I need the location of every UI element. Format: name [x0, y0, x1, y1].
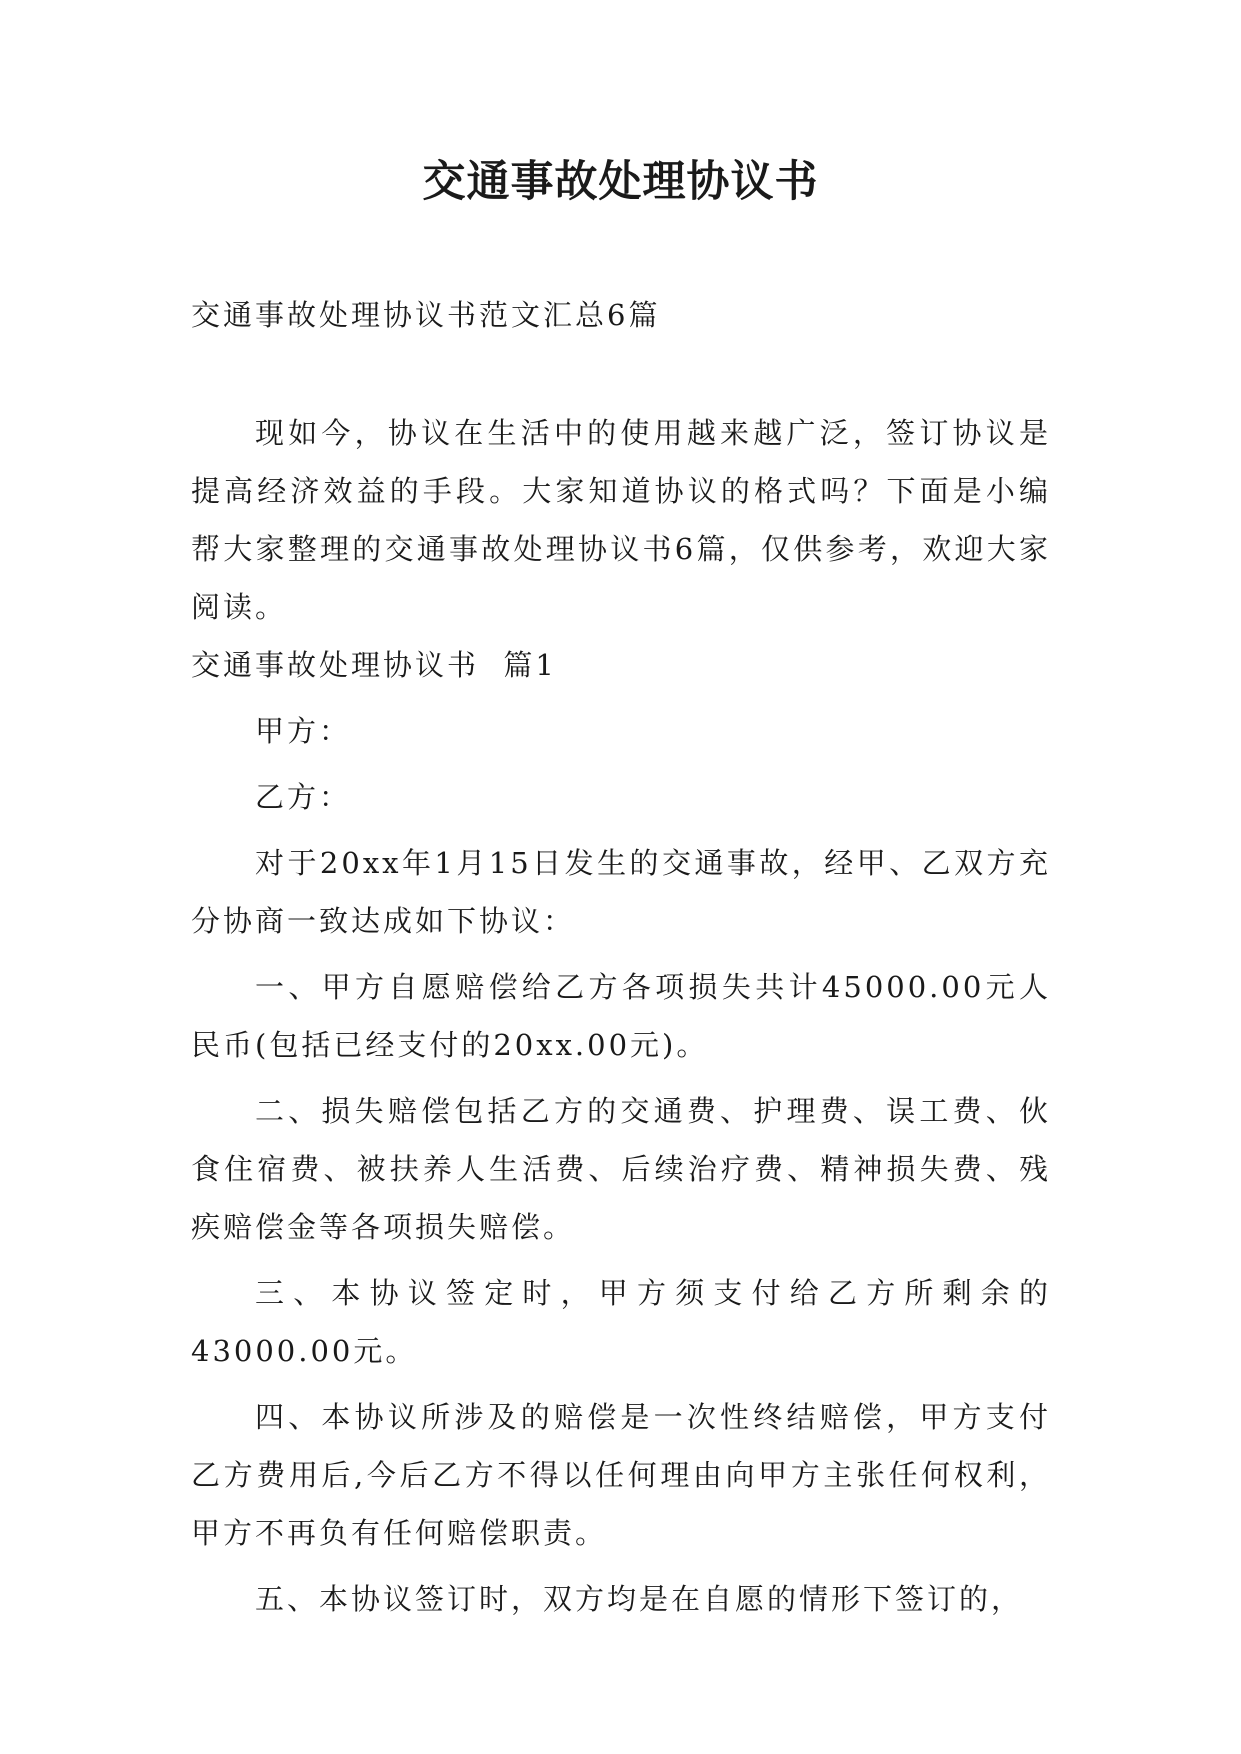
agreement-paragraph-1: 对于20xx年1月15日发生的交通事故，经甲、乙双方充分协商一致达成如下协议：: [191, 846, 1051, 938]
agreement-paragraph-6: 五、本协议签订时，双方均是在自愿的情形下签订的，: [255, 1582, 1024, 1616]
document-body: [191, 404, 1051, 1628]
section-heading: 交通事故处理协议书 篇1: [191, 648, 557, 682]
document-subtitle: 交通事故处理协议书范文汇总6篇: [191, 298, 661, 332]
agreement-paragraph-5: 四、本协议所涉及的赔偿是一次性终结赔偿，甲方支付乙方费用后,今后乙方不得以任何理由向甲方主张任何权利，甲方不再负有任何赔偿职责。: [191, 1400, 1051, 1550]
party-b-line: 乙方：: [255, 780, 352, 814]
intro-paragraph: 现如今，协议在生活中的使用越来越广泛，签订协议是提高经济效益的手段。大家知道协议的格式吗？下面是小编帮大家整理的交通事故处理协议书6篇，仅供参考，欢迎大家阅读。: [191, 416, 1051, 624]
agreement-paragraph-2: 一、甲方自愿赔偿给乙方各项损失共计45000.00元人民币(包括已经支付的20xx.00元)。: [191, 970, 1051, 1062]
party-a-line: 甲方：: [255, 714, 352, 748]
document-title: 交通事故处理协议书: [422, 157, 819, 207]
agreement-paragraph-3: 二、损失赔偿包括乙方的交通费、护理费、误工费、伙食住宿费、被扶养人生活费、后续治疗费、精神损失费、残疾赔偿金等各项损失赔偿。: [191, 1094, 1051, 1244]
agreement-paragraph-4: 三、本协议签定时，甲方须支付给乙方所剩余的43000.00元。: [191, 1276, 1051, 1368]
